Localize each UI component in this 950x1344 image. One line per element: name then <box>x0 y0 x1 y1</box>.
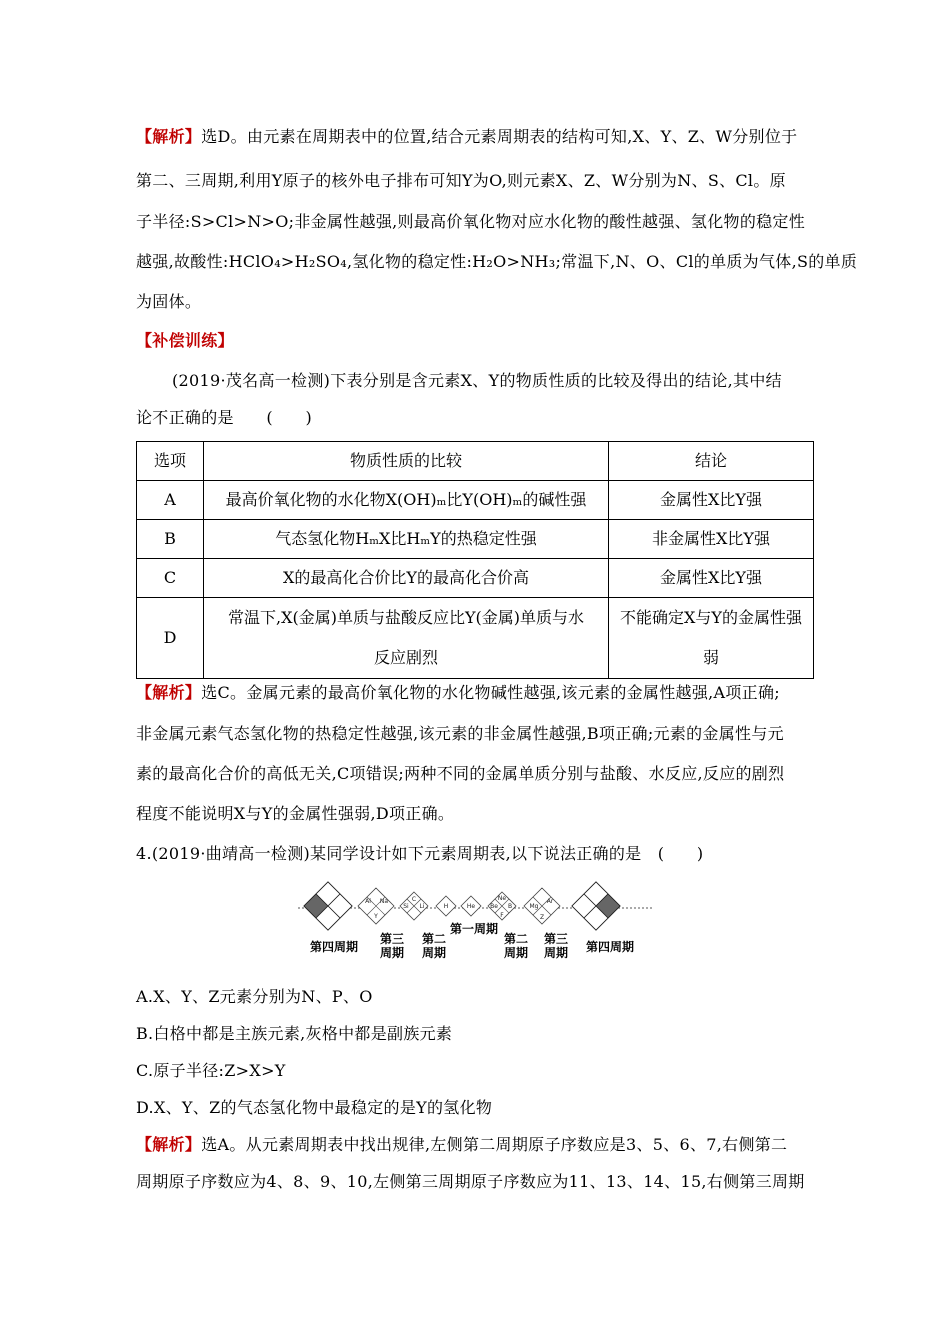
cell-label: X <box>325 888 331 895</box>
table-row <box>137 481 814 520</box>
table-header: 选项 <box>137 442 204 481</box>
periodic-table-figure <box>296 874 656 964</box>
table-cell-conclusion: 非金属性X比Y强 <box>609 520 814 559</box>
analysis-text: 素的最高化合价的高低无关,C项错误;两种不同的金属单质分别与盐酸、水反应,反应的剧烈 <box>136 764 785 783</box>
conclusion-line: 不能确定X与Y的金属性强 <box>620 608 802 627</box>
analysis-text: 选A。从元素周期表中找出规律,左侧第二周期原子序数应是3、5、6、7,右侧第二 <box>201 1135 788 1154</box>
table-cell-conclusion: 金属性X比Y强 <box>609 481 814 520</box>
table-cell-option: D <box>137 598 204 679</box>
comparison-line: 反应剧烈 <box>373 648 438 667</box>
cell-label: B <box>507 903 513 910</box>
conclusion-line: 弱 <box>702 648 719 667</box>
cell-label: C <box>411 896 417 903</box>
cell-label: Ar <box>546 898 554 905</box>
comparison-table <box>136 441 814 679</box>
figure-label: 周期 <box>380 946 405 960</box>
analysis-text: 第二、三周期,利用Y原子的核外电子排布可知Y为O,则元素X、Z、W分别为N、S、Cl。原 <box>136 171 786 190</box>
analysis-text: 越强,故酸性:HClO₄>H₂SO₄,氢化物的稳定性:H₂O>NH₃;常温下,N、O、Cl的单质为气体,S的单质 <box>136 252 858 271</box>
table-cell-conclusion <box>609 598 814 679</box>
analysis-text: 选C。金属元素的最高价氧化物的水化物碱性越强,该元素的金属性越强,A项正确; <box>201 683 780 702</box>
figure-label: 第四周期 <box>310 940 359 954</box>
analysis-text: 为固体。 <box>136 292 202 311</box>
table-header-row <box>137 442 814 481</box>
table-cell-comparison: 最高价氧化物的水化物X(OH)ₘ比Y(OH)ₘ的碱性强 <box>204 481 609 520</box>
table-header: 结论 <box>609 442 814 481</box>
comparison-line: 常温下,X(金属)单质与盐酸反应比Y(金属)单质与水 <box>227 608 584 627</box>
practice-heading <box>136 331 234 351</box>
cell-label: He <box>466 903 476 910</box>
table-row <box>137 559 814 598</box>
table-cell-option: C <box>137 559 204 598</box>
cell-label: Ne <box>497 895 507 902</box>
practice-tag: 【补偿训练】 <box>136 331 234 350</box>
cell-label: Mg <box>529 903 539 910</box>
cell-label: H <box>443 903 449 910</box>
option-d: D.X、Y、Z的气态氢化物中最稳定的是Y的氢化物 <box>136 1098 493 1117</box>
analysis-text: 子半径:S>Cl>N>O;非金属性越强,则最高价氧化物对应水化物的酸性越强、氢化物的稳定性 <box>136 212 806 231</box>
cell-label: Y <box>374 913 378 920</box>
cell-label: Be <box>490 903 498 910</box>
cell-label: Na <box>379 898 389 905</box>
figure-label: 第二 <box>422 932 447 946</box>
cell-label: Si <box>403 903 409 910</box>
figure-label: 第三 <box>380 932 405 946</box>
figure-label: 第四周期 <box>586 940 635 954</box>
analysis-tag: 【解析】 <box>136 127 202 146</box>
figure-label: 周期 <box>544 946 569 960</box>
table-header: 物质性质的比较 <box>204 442 609 481</box>
figure-label: 第二 <box>504 932 529 946</box>
figure-label: 第三 <box>544 932 569 946</box>
analysis-paragraph-1 <box>136 127 797 147</box>
right-period4-block <box>572 882 620 930</box>
analysis-paragraph-2 <box>136 683 780 703</box>
table-cell-option: B <box>137 520 204 559</box>
analysis-text: 选D。由元素在周期表中的位置,结合元素周期表的结构可知,X、Y、Z、W分别位于 <box>201 127 798 146</box>
figure-label: 周期 <box>504 946 529 960</box>
table-row <box>137 598 814 679</box>
option-b: B.白格中都是主族元素,灰格中都是副族元素 <box>136 1024 453 1043</box>
figure-label: 第一周期 <box>450 922 499 936</box>
cell-label: Z <box>539 914 545 921</box>
figure-label: 周期 <box>422 946 447 960</box>
cell-label: Li <box>419 903 425 910</box>
table-row <box>137 520 814 559</box>
table-cell-comparison: 气态氢化物HₘX比HₘY的热稳定性强 <box>204 520 609 559</box>
analysis-text: 非金属元素气态氢化物的热稳定性越强,该元素的非金属性越强,B项正确;元素的金属性与元 <box>136 724 784 743</box>
practice-question: (2019·茂名高一检测)下表分别是含元素X、Y的物质性质的比较及得出的结论,其中结 <box>172 371 782 390</box>
table-cell-conclusion: 金属性X比Y强 <box>609 559 814 598</box>
practice-question: 论不正确的是 ( ) <box>136 408 313 427</box>
cell-label: Al <box>365 898 371 905</box>
analysis-text: 周期原子序数应为4、8、9、10,左侧第三周期原子序数应为11、13、14、15,右侧第三周期 <box>136 1172 805 1191</box>
question-4-stem: 4.(2019·曲靖高一检测)某同学设计如下元素周期表,以下说法正确的是 ( ) <box>136 844 704 863</box>
table-cell-option: A <box>137 481 204 520</box>
analysis-paragraph-3 <box>136 1135 787 1155</box>
analysis-tag: 【解析】 <box>136 1135 202 1154</box>
cell-label: F <box>500 912 504 919</box>
table-cell-comparison: X的最高化合价比Y的最高化合价高 <box>204 559 609 598</box>
table-cell-comparison <box>204 598 609 679</box>
option-c: C.原子半径:Z>X>Y <box>136 1061 286 1080</box>
analysis-tag: 【解析】 <box>136 683 202 702</box>
option-a: A.X、Y、Z元素分别为N、P、O <box>136 987 373 1006</box>
analysis-text: 程度不能说明X与Y的金属性强弱,D项正确。 <box>136 804 455 823</box>
